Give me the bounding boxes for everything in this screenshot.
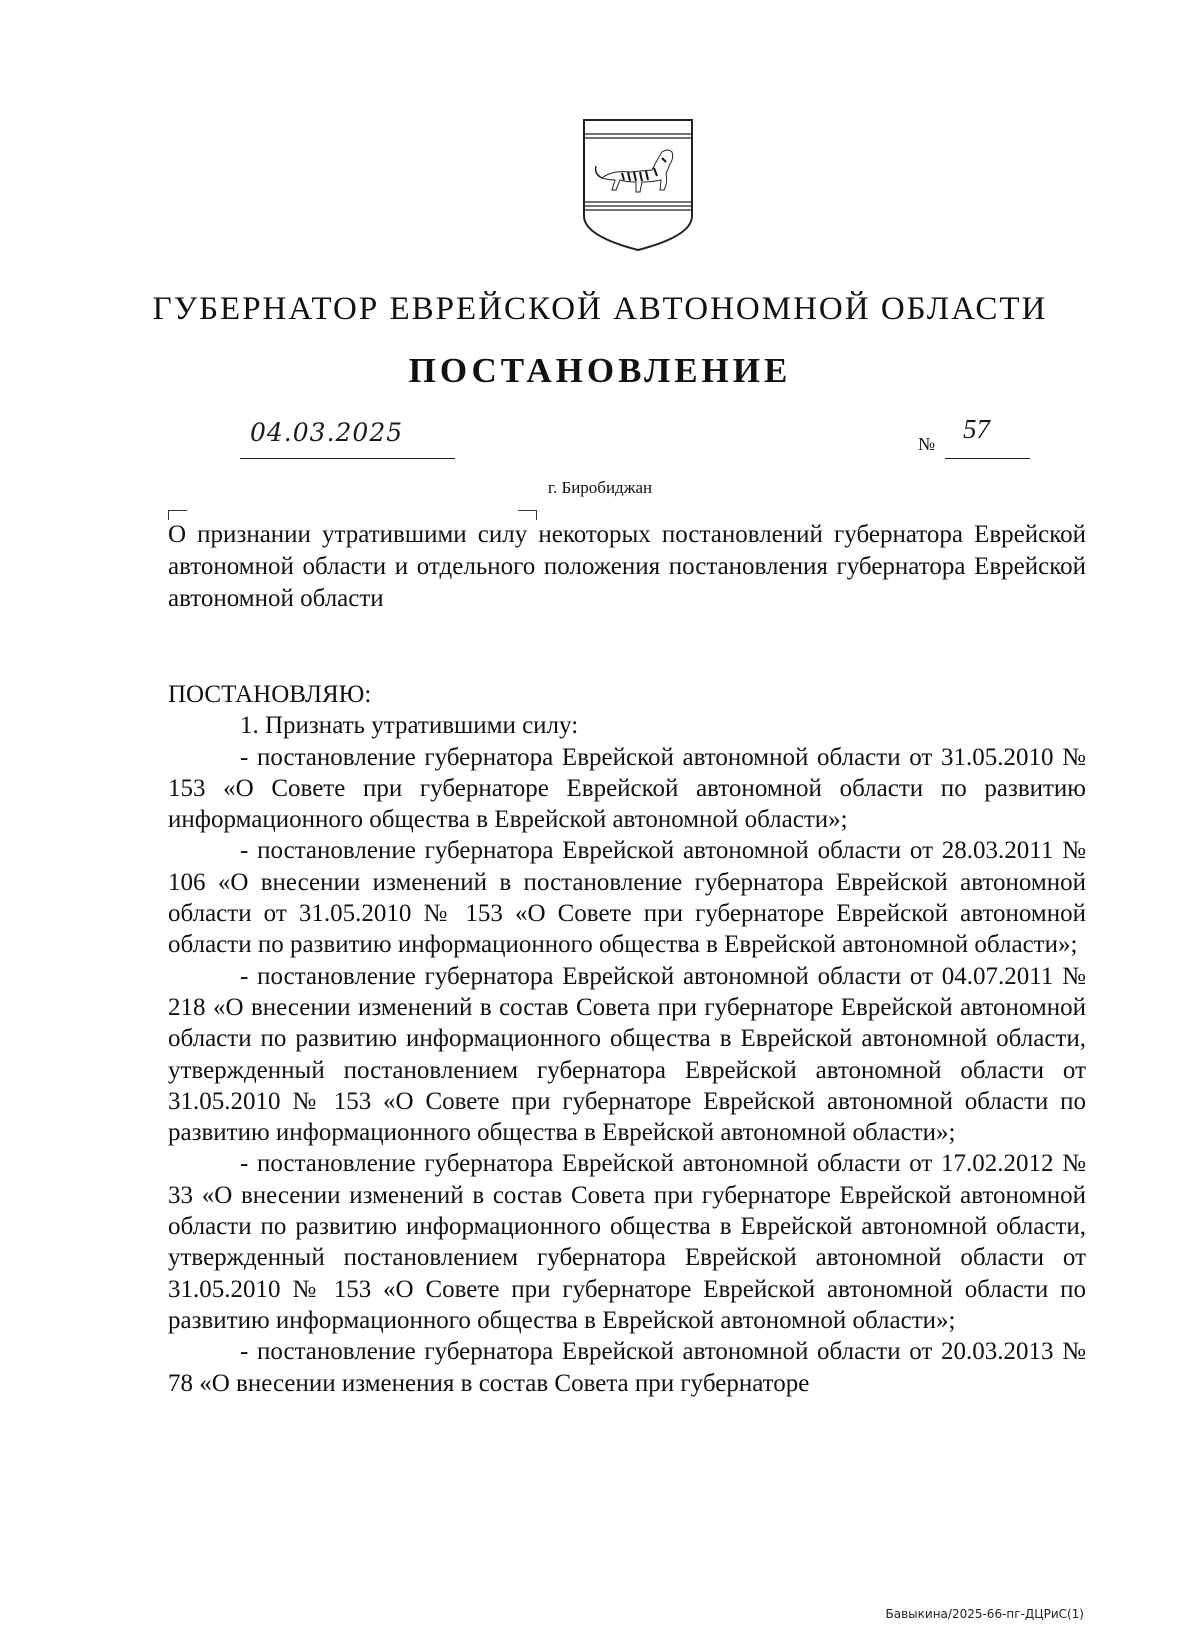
tiger-icon <box>596 150 673 192</box>
document-date: 04.03.2025 <box>250 418 404 447</box>
bullet-item: - постановление губернатора Еврейской автономной области от 04.07.2011 № 218 «О внесении изменений в состав Совета при губернаторе Еврейской автономной области по развитию информационного общества в Еврейской автономной области, утвержденный постановлением губернатора Еврейской автономной области от 31.05.2010 № 153 «О Совете при губернаторе Еврейской автономной области по развитию информационного общества в Еврейской автономной области»; <box>168 962 1086 1147</box>
document-body <box>168 679 1086 1399</box>
document-number: 57 <box>963 414 990 444</box>
decree-word: ПОСТАНОВЛЯЮ: <box>168 681 372 708</box>
bullet-item: - постановление губернатора Еврейской автономной области от 17.02.2012 № 33 «О внесении изменений в состав Совета при губернаторе Еврейской автономной области по развитию информационного общества в Еврейской автономной области, утвержденный постановлением губернатора Еврейской автономной области от 31.05.2010 № 153 «О Совете при губернаторе Еврейской автономной области по развитию информационного общества в Еврейской автономной области»; <box>168 1150 1086 1334</box>
bullet-item: - постановление губернатора Еврейской автономной области от 28.03.2011 № 106 «О внесении изменений в постановление губернатора Еврейской автономной области от 31.05.2010 № 153 «О Совете при губернаторе Еврейской автономной области по развитию информационного общества в Еврейской автономной области»; <box>168 837 1086 959</box>
number-label: № <box>918 434 936 454</box>
item-1: 1. Признать утратившими силу: <box>240 712 579 740</box>
bullet-item: - постановление губернатора Еврейской автономной области от 20.03.2013 № 78 «О внесении изменения в состав Совета при губернаторе <box>168 1338 1086 1397</box>
footer-document-code: Бавыкина/2025-66-пг-ДЦРиС(1) <box>885 1607 1084 1621</box>
city-name: г. Биробиджан <box>547 478 653 497</box>
coat-of-arms-emblem <box>582 118 694 252</box>
document-type-title: ПОСТАНОВЛЕНИЕ <box>408 351 792 390</box>
bullet-item: - постановление губернатора Еврейской автономной области от 31.05.2010 № 153 «О Совете при губернаторе Еврейской автономной области по развитию информационного общества в Еврейской автономной области»; <box>168 743 1086 834</box>
authority-title: ГУБЕРНАТОР ЕВРЕЙСКОЙ АВТОНОМНОЙ ОБЛАСТИ <box>152 291 1048 327</box>
document-subject: О признании утратившими силу некоторых постановлений губернатора Еврейской автономной области и отдельного положения постановления губернатора Еврейской автономной области <box>168 521 1086 612</box>
